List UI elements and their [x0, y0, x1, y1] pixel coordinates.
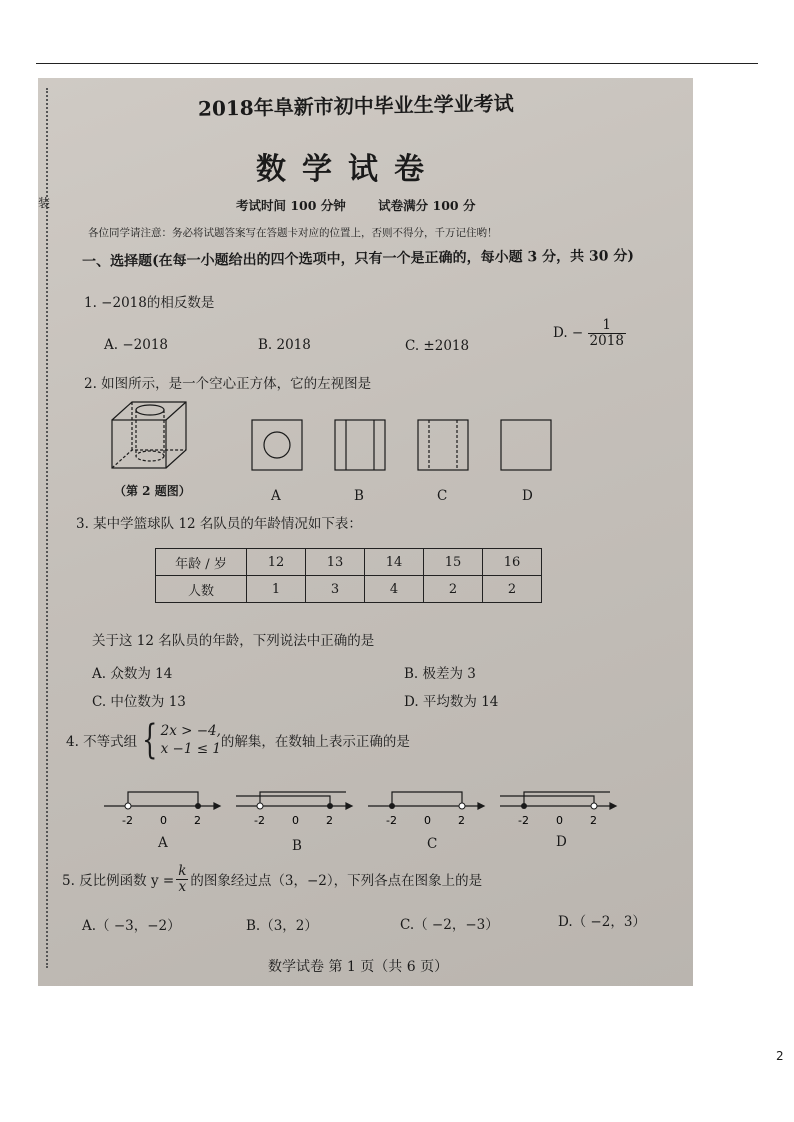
- tick-label: 0: [424, 814, 431, 827]
- tick-label: -2: [122, 814, 133, 827]
- age-table: [155, 548, 542, 603]
- section-heading: 一、选择题(在每一小题给出的四个选项中，只有一个是正确的，每小题 3 分，共 30 分): [81, 248, 635, 270]
- exam-subject: 数学试卷: [256, 152, 440, 187]
- tick-label: 0: [292, 814, 299, 827]
- tick-label: 2: [326, 814, 333, 827]
- brace-symbol: {: [142, 717, 158, 763]
- q5-denominator: x: [178, 878, 187, 895]
- tick-label: 0: [160, 814, 167, 827]
- q5-prefix: 5. 反比例函数 y =: [62, 873, 175, 890]
- exam-notice: 各位同学请注意：务必将试题答案写在答题卡对应的位置上，否则不得分，千万记住哟！: [88, 227, 498, 239]
- q3-option-d: D. 平均数为 14: [404, 694, 499, 710]
- q1-option-b: B. 2018: [258, 337, 311, 353]
- binding-line: [46, 88, 48, 968]
- q5-option-b: B.（3，2）: [246, 918, 318, 934]
- q5-option-c: C.（ −2，−3）: [400, 917, 499, 933]
- table-cell: 15: [424, 549, 483, 576]
- exam-meta: [236, 196, 503, 214]
- q3-stem: 3. 某中学篮球队 12 名队员的年龄情况如下表：: [76, 516, 362, 532]
- tick-label: 2: [458, 814, 465, 827]
- table-row: [156, 549, 542, 576]
- page-number: 2: [776, 1049, 784, 1063]
- q4-label-d: D: [556, 834, 567, 850]
- q3-prompt: 关于这 12 名队员的年龄，下列说法中正确的是: [92, 633, 375, 649]
- table-cell: 3: [306, 576, 365, 603]
- inequality-line-1: 2x > −4,: [160, 722, 221, 739]
- q4-numberline-c: [366, 782, 486, 830]
- q4-stem: [66, 717, 410, 763]
- exam-photo: [38, 78, 693, 986]
- table-cell: 2: [424, 576, 483, 603]
- exam-time: 考试时间 100 分钟: [236, 198, 346, 213]
- q2-label-a: A: [271, 488, 281, 504]
- tick-label: 2: [590, 814, 597, 827]
- table-cell: 2: [483, 576, 542, 603]
- table-header-count: 人数: [156, 576, 247, 603]
- tick-label: 2: [194, 814, 201, 827]
- q2-view-c: [416, 418, 470, 472]
- q2-label-c: C: [437, 488, 448, 504]
- exam-title: 2018年阜新市初中毕业生学业考试: [197, 91, 514, 121]
- exam-score: 试卷满分 100 分: [378, 198, 476, 213]
- q1-d-prefix: D. −: [553, 324, 584, 341]
- table-cell: 16: [483, 549, 542, 576]
- q1-d-numerator: 1: [602, 317, 612, 333]
- tick-label: -2: [518, 814, 529, 827]
- q3-option-c: C. 中位数为 13: [92, 694, 186, 710]
- q5-fraction: [176, 864, 188, 895]
- q1-option-d: [553, 318, 626, 349]
- q2-caption: （第 2 题图）: [114, 484, 191, 498]
- q2-view-d: [499, 418, 553, 472]
- q5-numerator: k: [178, 863, 187, 879]
- q2-stem: 2. 如图所示，是一个空心正方体，它的左视图是: [84, 376, 372, 392]
- tick-label: -2: [254, 814, 265, 827]
- table-cell: 1: [247, 576, 306, 603]
- q5-suffix: 的图象经过点（3，−2），下列各点在图象上的是: [190, 873, 483, 890]
- q2-label-b: B: [354, 488, 364, 504]
- q3-option-a: A. 众数为 14: [92, 666, 173, 682]
- table-cell: 4: [365, 576, 424, 603]
- q4-suffix: 的解集，在数轴上表示正确的是: [220, 734, 410, 750]
- tick-label: -2: [386, 814, 397, 827]
- q1-d-denominator: 2018: [589, 332, 624, 349]
- table-cell: 12: [247, 549, 306, 576]
- inequality-system: [137, 717, 221, 763]
- q4-label-b: B: [292, 838, 302, 854]
- q2-label-d: D: [522, 488, 533, 504]
- q4-label-a: A: [158, 835, 168, 851]
- tick-label: 0: [556, 814, 563, 827]
- q5-option-d: D.（ −2，3）: [558, 914, 646, 930]
- table-cell: 13: [306, 549, 365, 576]
- q1-option-a: A. −2018: [104, 337, 168, 353]
- q4-numberline-d: [498, 782, 618, 830]
- hollow-cube-figure: [106, 396, 196, 476]
- binding-mark: 装: [38, 196, 51, 210]
- q1-d-fraction: [588, 318, 626, 349]
- q1-stem: 1. −2018的相反数是: [84, 295, 215, 311]
- q4-numberline-a: [102, 782, 222, 830]
- q4-label-c: C: [427, 836, 438, 852]
- inequality-line-2: x −1 ≤ 1: [160, 741, 221, 757]
- q5-option-a: A.（ −3，−2）: [82, 918, 181, 934]
- header-rule: [36, 63, 758, 64]
- q2-view-b: [333, 418, 387, 472]
- q5-stem: [62, 864, 482, 895]
- exam-footer: 数学试卷 第 1 页（共 6 页）: [268, 959, 449, 975]
- q2-view-a: [250, 418, 304, 472]
- q4-numberline-b: [234, 782, 354, 830]
- q3-option-b: B. 极差为 3: [404, 666, 476, 682]
- q1-option-c: C. ±2018: [405, 338, 470, 354]
- table-row: [156, 576, 542, 603]
- table-header-age: 年龄 / 岁: [156, 549, 247, 576]
- q4-prefix: 4. 不等式组: [66, 734, 138, 750]
- table-cell: 14: [365, 549, 424, 576]
